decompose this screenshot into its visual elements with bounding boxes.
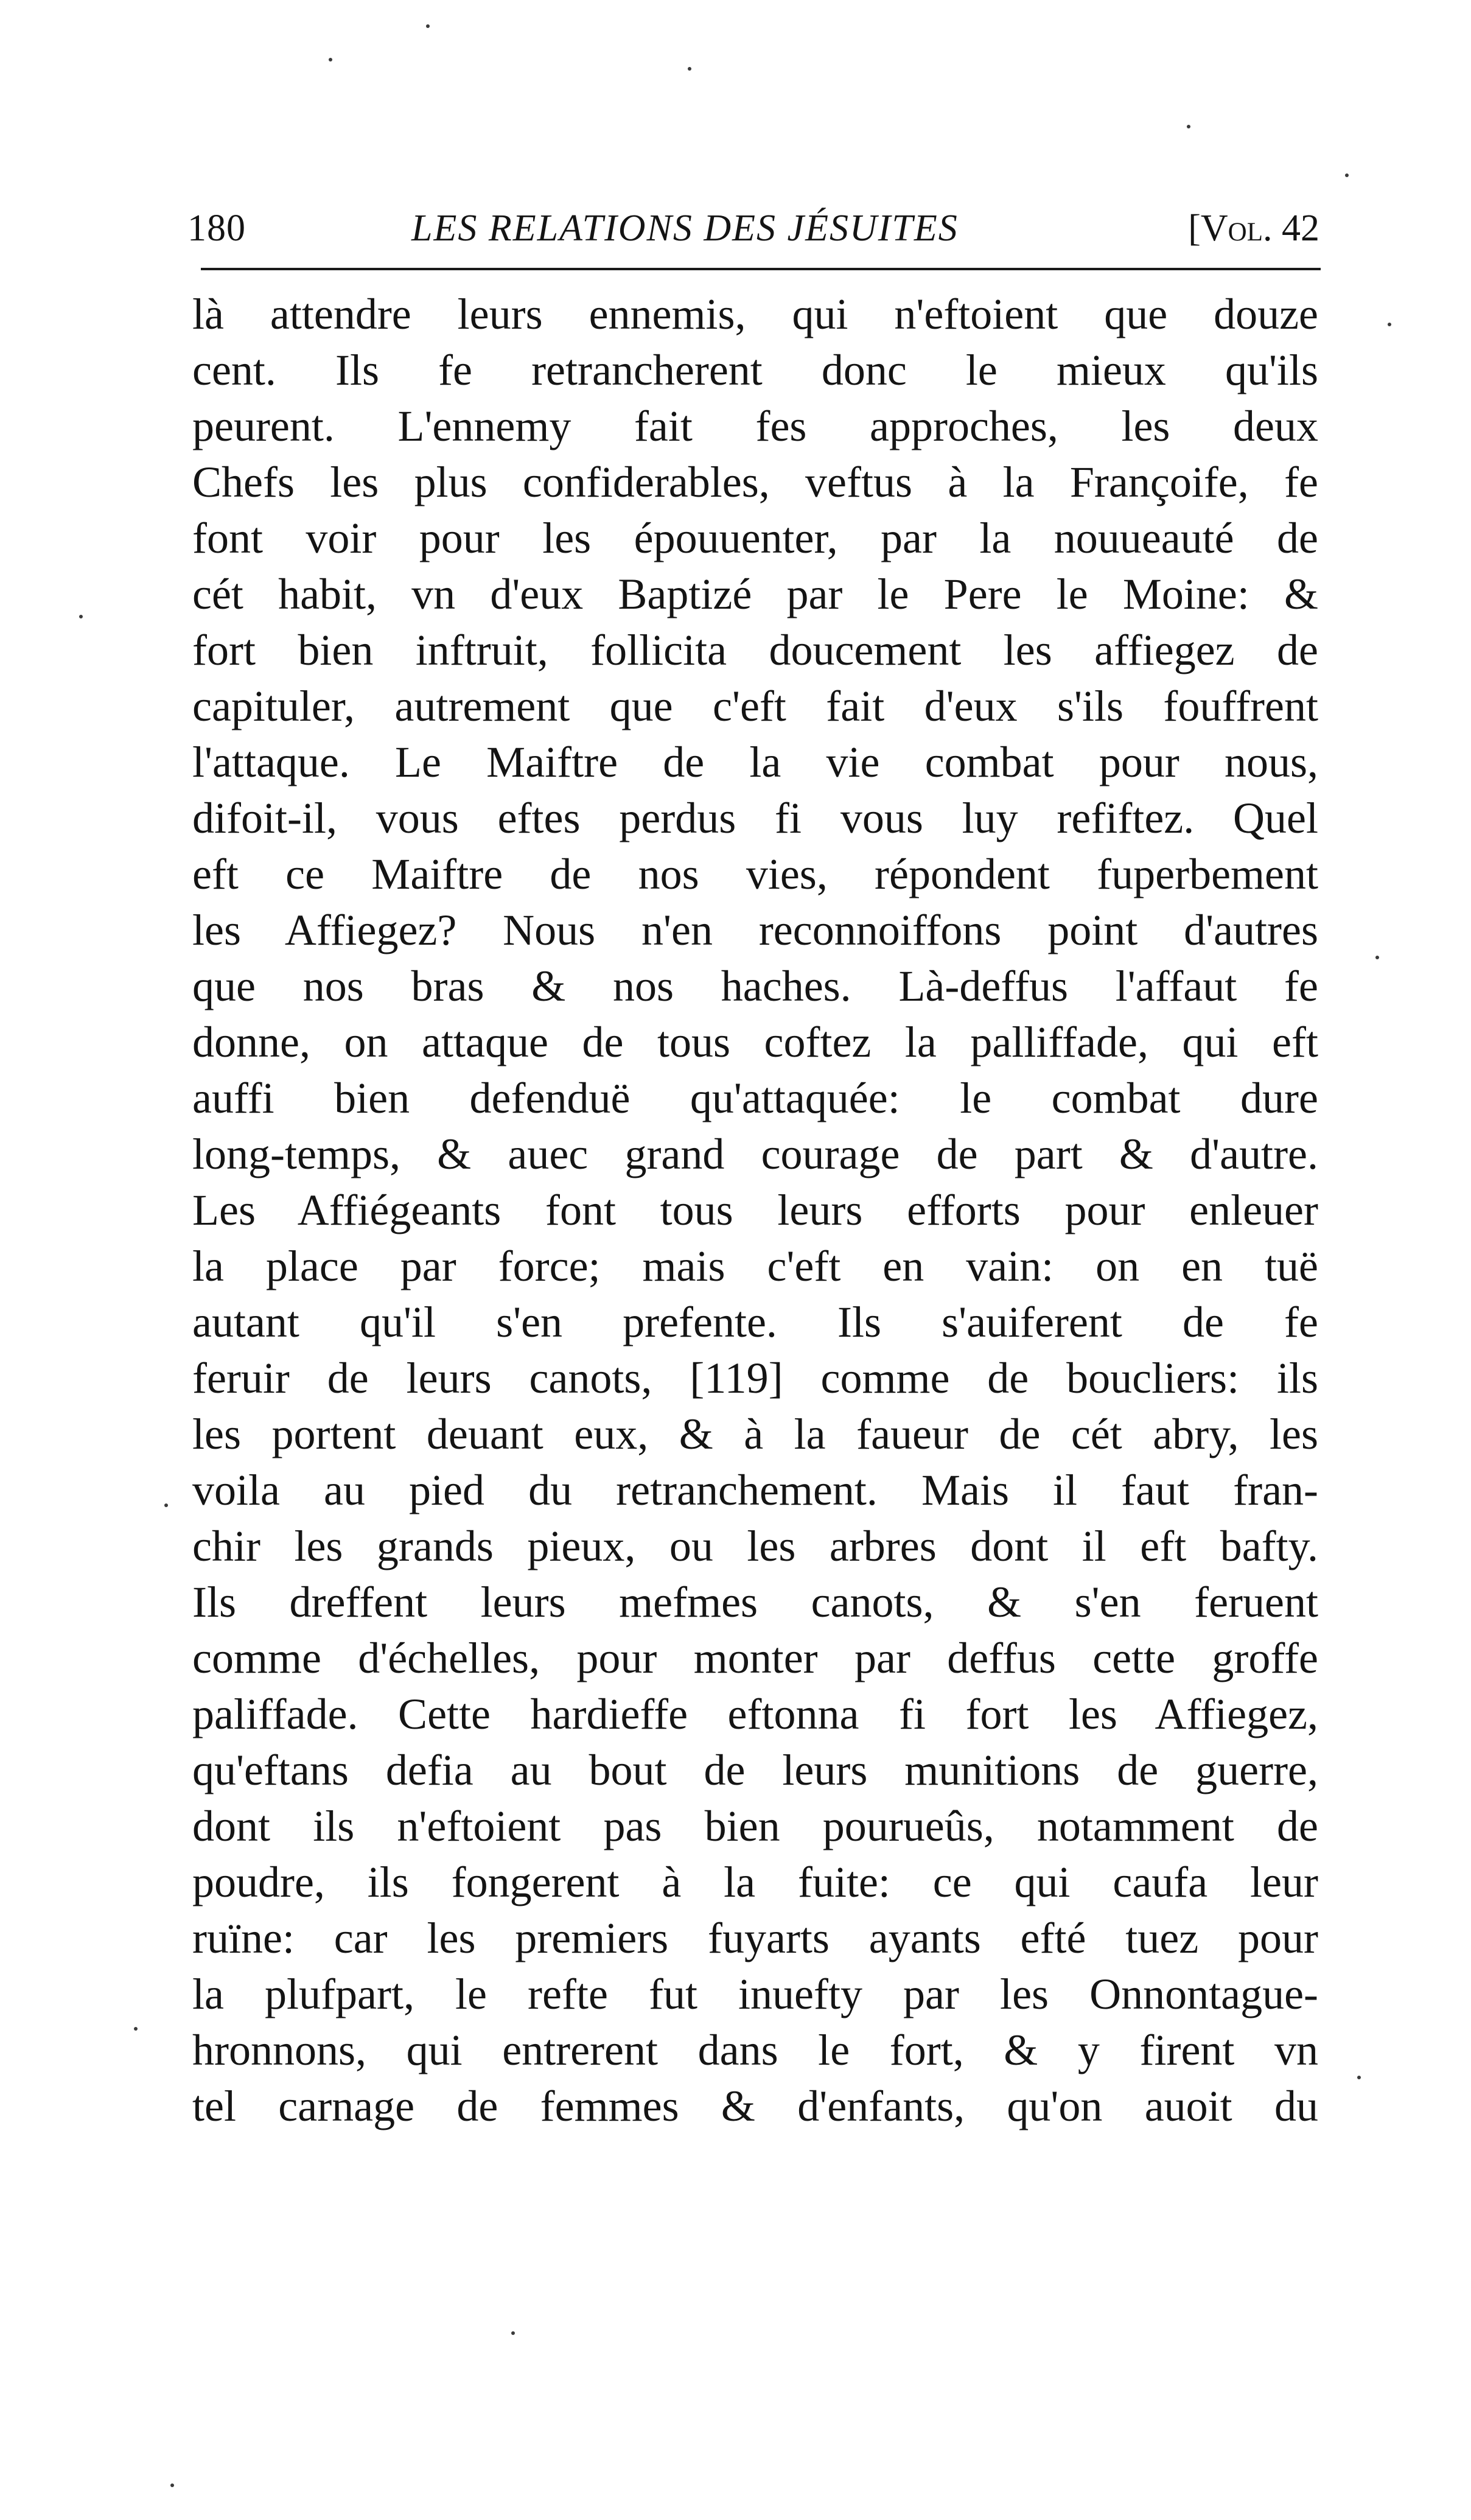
volume-label: [Vol. 42	[1188, 208, 1319, 249]
text-line: eft ce Maiftre de nos vies, répondent fuperbement	[192, 850, 1318, 898]
text-line: chir les grands pieux, ou les arbres dont il eft bafty.	[192, 1522, 1318, 1570]
text-line: long-temps, & auec grand courage de part & d'autre.	[192, 1130, 1318, 1178]
text-line: feruir de leurs canots, [119] comme de boucliers: ils	[192, 1354, 1318, 1402]
text-line: qu'eftans defia au bout de leurs munitions de guerre,	[192, 1746, 1318, 1794]
speck	[511, 2331, 515, 2335]
text-line: tel carnage de femmes & d'enfants, qu'on auoit du	[192, 2082, 1318, 2130]
text-line: cét habit, vn d'eux Baptizé par le Pere le Moine: &	[192, 570, 1318, 618]
text-line: l'attaque. Le Maiftre de la vie combat pour nous,	[192, 738, 1318, 786]
text-line: Les Affiégeants font tous leurs efforts pour enleuer	[192, 1186, 1318, 1234]
speck	[329, 58, 332, 61]
text-line: capituler, autrement que c'eft fait d'eux s'ils fouffrent	[192, 682, 1318, 730]
text-line: autant qu'il s'en prefente. Ils s'auiferent de fe	[192, 1298, 1318, 1346]
header-rule	[201, 268, 1321, 270]
speck	[1187, 125, 1190, 128]
text-line: voila au pied du retranchement. Mais il faut fran-	[192, 1466, 1318, 1514]
speck	[688, 67, 691, 71]
text-line: peurent. L'ennemy fait fes approches, les deux	[192, 402, 1318, 450]
running-title: LES RELATIONS DES JÉSUITES	[411, 208, 959, 249]
speck	[164, 1503, 168, 1507]
text-line: auffi bien defenduë qu'attaquée: le combat dure	[192, 1074, 1318, 1122]
text-line: les Affiegez? Nous n'en reconnoiffons point d'autres	[192, 906, 1318, 954]
page-number: 180	[187, 208, 246, 249]
text-line: là attendre leurs ennemis, qui n'eftoient que douze	[192, 290, 1318, 338]
text-line: font voir pour les épouuenter, par la nouueauté de	[192, 514, 1318, 562]
text-line: la plufpart, le refte fut inuefty par les Onnontague-	[192, 1970, 1318, 2018]
text-line: paliffade. Cette hardieffe eftonna fi fort les Affiegez,	[192, 1690, 1318, 1738]
text-line: difoit-il, vous eftes perdus fi vous luy refiftez. Quel	[192, 794, 1318, 842]
text-line: donne, on attaque de tous coftez la palliffade, qui eft	[192, 1018, 1318, 1066]
text-line: Ils dreffent leurs mefmes canots, & s'en feruent	[192, 1578, 1318, 1626]
speck	[1388, 323, 1391, 326]
speck	[170, 2483, 174, 2487]
speck	[79, 615, 83, 618]
text-line: la place par force; mais c'eft en vain: on en tuë	[192, 1242, 1318, 1290]
speck	[134, 2027, 138, 2031]
text-line: les portent deuant eux, & à la faueur de cét abry, les	[192, 1410, 1318, 1458]
text-line: cent. Ils fe retrancherent donc le mieux qu'ils	[192, 346, 1318, 394]
text-line: comme d'échelles, pour monter par deffus cette groffe	[192, 1634, 1318, 1682]
speck	[426, 24, 430, 28]
text-line: Chefs les plus confiderables, veftus à la Françoife, fe	[192, 458, 1318, 506]
text-line: hronnons, qui entrerent dans le fort, & y firent vn	[192, 2026, 1318, 2074]
body-text	[192, 286, 1318, 2134]
text-line: que nos bras & nos haches. Là-deffus l'affaut fe	[192, 962, 1318, 1010]
running-head	[187, 201, 1319, 256]
speck	[1375, 956, 1379, 959]
text-line: poudre, ils fongerent à la fuite: ce qui caufa leur	[192, 1858, 1318, 1906]
speck	[1357, 2076, 1361, 2079]
text-line: ruïne: car les premiers fuyarts ayants efté tuez pour	[192, 1914, 1318, 1962]
text-line: fort bien inftruit, follicita doucement les affiegez de	[192, 626, 1318, 674]
text-line: dont ils n'eftoient pas bien pourueûs, notamment de	[192, 1802, 1318, 1850]
speck	[1345, 173, 1349, 177]
